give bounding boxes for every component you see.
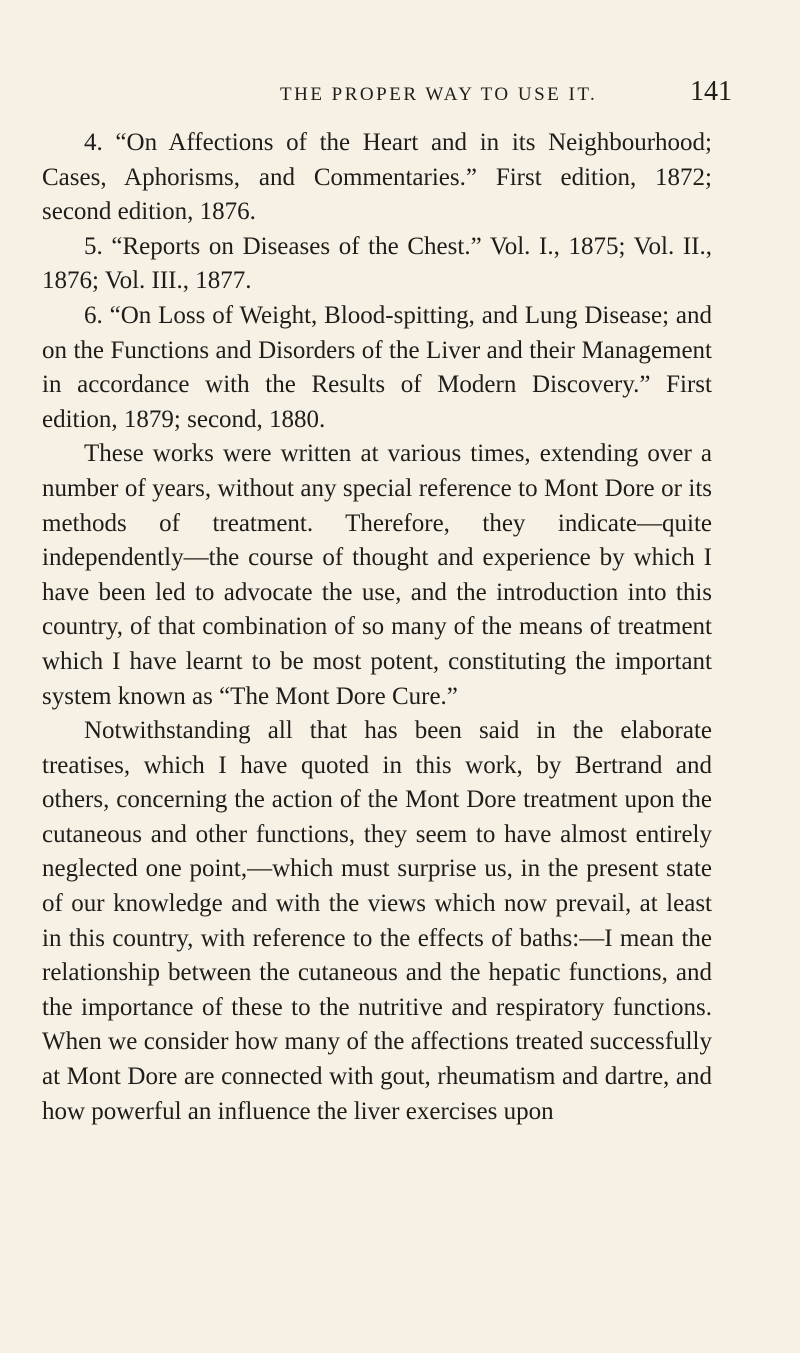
running-head: THE PROPER WAY TO USE IT. [280,84,598,105]
paragraph-item-5: 5. “Reports on Diseases of the Chest.” Vol. I., 1875; Vol. II., 1876; Vol. III., 1877. [42,232,712,295]
paragraph-works-note: These works were written at various times, extending over a number of years, without any special reference to Mont Dore or its methods of treatment. Therefore, they indicate—quite independently—the course of thought and experience by which I have been led to advocate the use, and the introduction into this country, of that combination of so many of the means of treatment which I have learnt to be most potent, constituting the important system known as “The Mont Dore Cure.” [42,440,712,710]
page-number: 141 [690,76,732,107]
body-text [42,126,712,1129]
paragraph-item-4: 4. “On Affections of the Heart and in its Neighbourhood; Cases, Aphorisms, and Commentaries.” First edition, 1872; second edition, 1876. [42,129,712,226]
paragraph-notwithstanding: Notwithstanding all that has been said in the elaborate treatises, which I have quoted in this work, by Bertrand and others, concerning the action of the Mont Dore treatment upon the cutaneous and other functions, they seem to have almost entirely neglected one point,—which must surprise us, in the present state of our knowledge and with the views which now prevail, at least in this country, with reference to the effects of baths:—I mean the relationship between the cutaneous and the hepatic functions, and the importance of these to the nutritive and respiratory functions. When we consider how many of the affections treated successfully at Mont Dore are connected with gout, rheumatism and dartre, and how powerful an influence the liver exercises upon [42,717,712,1125]
paragraph-item-6: 6. “On Loss of Weight, Blood-spitting, and Lung Disease; and on the Functions and Disorders of the Liver and their Management in accordance with the Results of Modern Discovery.” First edition, 1879; second, 1880. [42,301,712,433]
